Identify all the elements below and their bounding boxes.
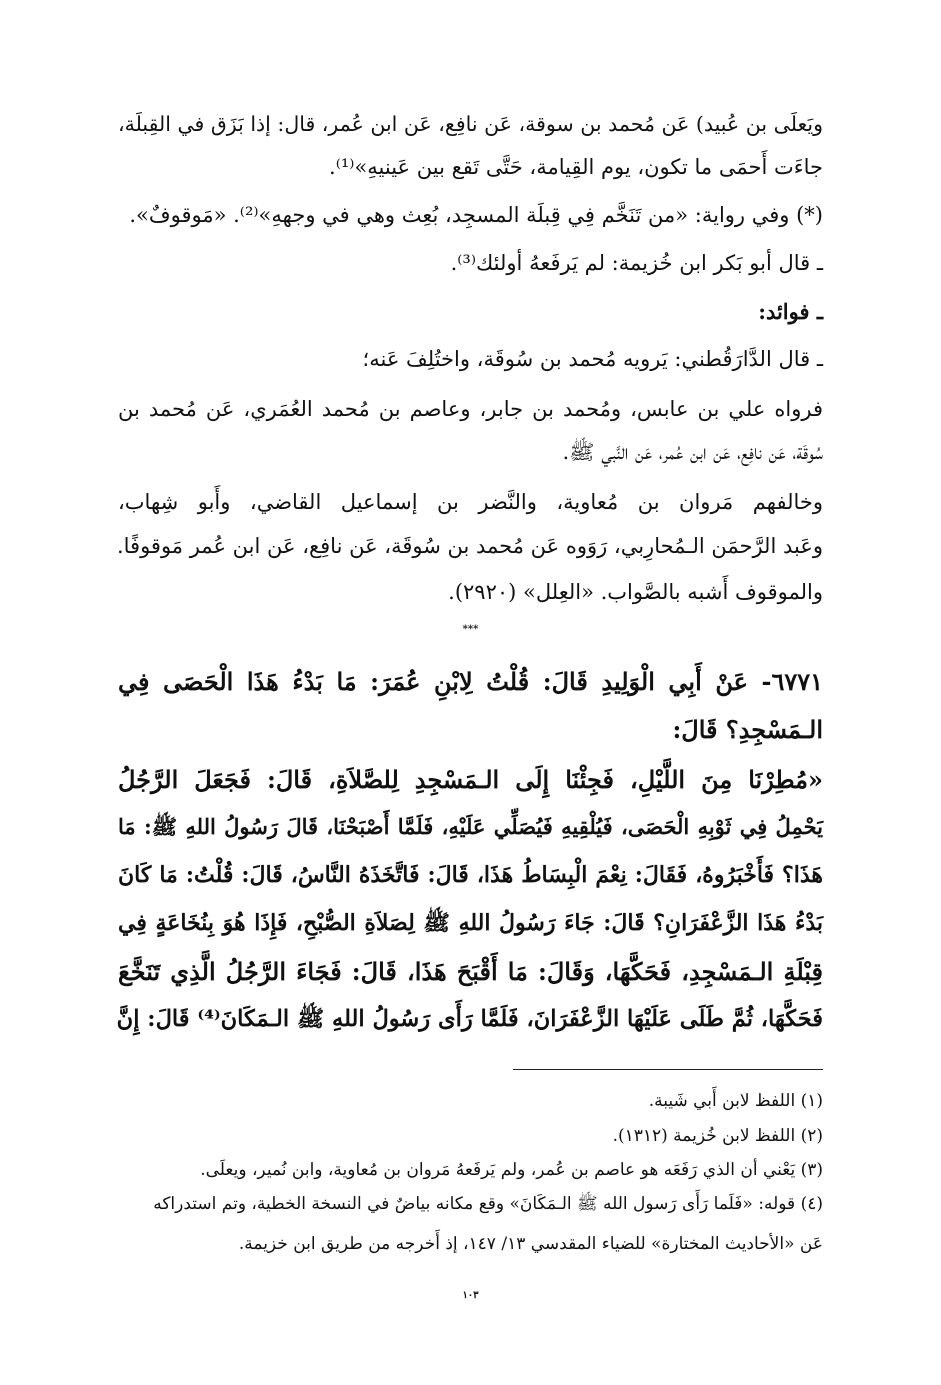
hadith-line: بَدْءُ هَذَا الزَّعْفَرَانِ؟ قَالَ: جَاءَ رَسُولُ اللهِ ﷺ لِصَلاَةِ الصُّبْحِ، فَإِذَا هُوَ بِنُخَاعَةٍ فِي: [118, 910, 823, 936]
hadith-line: فَحَكَّهَا، ثُمَّ طَلَى عَلَيْهَا الزَّعْفَرَانَ، فَلَمَّا رَأَى رَسُولُ اللهِ ﷺ الـمَكَانَ⁽⁴⁾ قَالَ: إِنَّ: [116, 1006, 823, 1032]
benefits-heading: ـ فوائد:: [758, 299, 823, 324]
footnote-4: (٤) قوله: «فَلَما رَأَى رَسول الله ﷺ الـمَكَانَ» وقع مكانه بياضٌ في النسخة الخطية، وتم استدراكه: [153, 1194, 823, 1214]
body-line: وخالفهم مَروان بن مُعاوية، والنَّضر بن إسماعيل القاضي، وأَبو شِهاب،: [118, 490, 823, 514]
footnote-2: (٢) اللفظ لابن خُزيمة (١٣١٢).: [612, 1126, 823, 1146]
body-line: ويَعلَى بن عُبيد) عَن مُحمد بن سوقة، عَن نافِع، عَن ابن عُمر، قال: إذا بَزَق في القِبلَة،: [118, 112, 823, 136]
body-line: جاءَت أَحمَى ما تكون، يوم القِيامة، حَتَّى تَقع بين عَينيهِ»⁽¹⁾.: [329, 155, 823, 179]
hadith-line: «مُطِرْنَا مِنَ اللَّيْلِ، فَجِئْنَا إِلَى الـمَسْجِدِ لِلصَّلاَةِ، قَالَ: فَجَعَلَ الرَّجُلُ: [118, 765, 823, 794]
body-line: فرواه علي بن عابس، ومُحمد بن جابر، وعاصم بن مُحمد العُمَري، عَن مُحمد بن: [118, 397, 823, 421]
body-line: والموقوف أَشبه بالصَّواب. «العِلل» (٢٩٢٠).: [448, 580, 823, 604]
page-number: ١٠٣: [462, 1290, 479, 1301]
footnote-separator: [513, 1069, 823, 1070]
body-line: ـ قال الدَّارَقُطني: يَرويه مُحمد بن سُوقَة، واختُلِفَ عَنه؛: [362, 347, 823, 371]
hadith-line: هَذَا؟ فَأَخْبَرُوهُ، فَقَالَ: نِعْمَ الْبِسَاطُ هَذَا، قَالَ: فَاتَّخَذَهُ النَّاسُ، قَالَ: قُلْتُ: مَا كَانَ: [118, 862, 823, 888]
alternate-narration-line: (*) وفي رواية: «من تَنَخَّم فِي قِبلَة المسجِد، بُعِث وهي في وجههِ»⁽²⁾. «مَوقوفٌ».: [129, 203, 823, 227]
ibn-khuzayma-note: ـ قال أبو بَكر ابن خُزيمة: لم يَرفَعهُ أولئك⁽³⁾.: [450, 251, 823, 275]
footnote-1: (١) اللفظ لابن أَبي شَيبة.: [648, 1091, 823, 1111]
body-line: وعَبد الرَّحمَن الـمُحارِبي، رَوَوه عَن مُحمد بن سُوقَة، عَن نافِع، عَن ابن عُمر مَوقوفًا.: [116, 534, 823, 558]
section-separator: ***: [462, 624, 479, 635]
footnote-3: (٣) يَعْني أن الذي رَفَعَه هو عاصم بن عُمر، ولم يَرفَعهُ مَروان بن مُعاوية، وابن نُمير، ويعلَى.: [200, 1160, 823, 1180]
footnote-4-continued: عَن «الأحاديث المختارة» للضياء المقدسي ١٣/ ١٤٧، إذ أَخرجه من طريق ابن خزيمة.: [238, 1234, 823, 1254]
body-line: سُوقَة، عَن نافِع، عَن ابن عُمر، عَن النَّبي ﷺ.: [562, 440, 823, 464]
hadith-line: قِبْلَةِ الـمَسْجِدِ، فَحَكَّهَا، وَقَالَ: مَا أَقْبَحَ هَذَا، قَالَ: فَجَاءَ الرَّجُلُ الَّذِي تَنَخَّعَ: [118, 957, 823, 986]
hadith-line: يَحْمِلُ فِي ثَوْبِهِ الْحَصَى، فَيُلْقِيهِ فَيُصَلِّي عَلَيْهِ، فَلَمَّا أَصْبَحْنَا، قَالَ رَسُولُ اللهِ ﷺ: مَا: [118, 814, 823, 839]
hadith-line: الـمَسْجِدِ؟ قَالَ:: [672, 715, 823, 744]
hadith-line: ٦٧٧١- عَنْ أَبِي الْوَلِيدِ قَالَ: قُلْتُ لِابْنِ عُمَرَ: مَا بَدْءُ هَذَا الْحَصَى فِي: [118, 667, 823, 696]
